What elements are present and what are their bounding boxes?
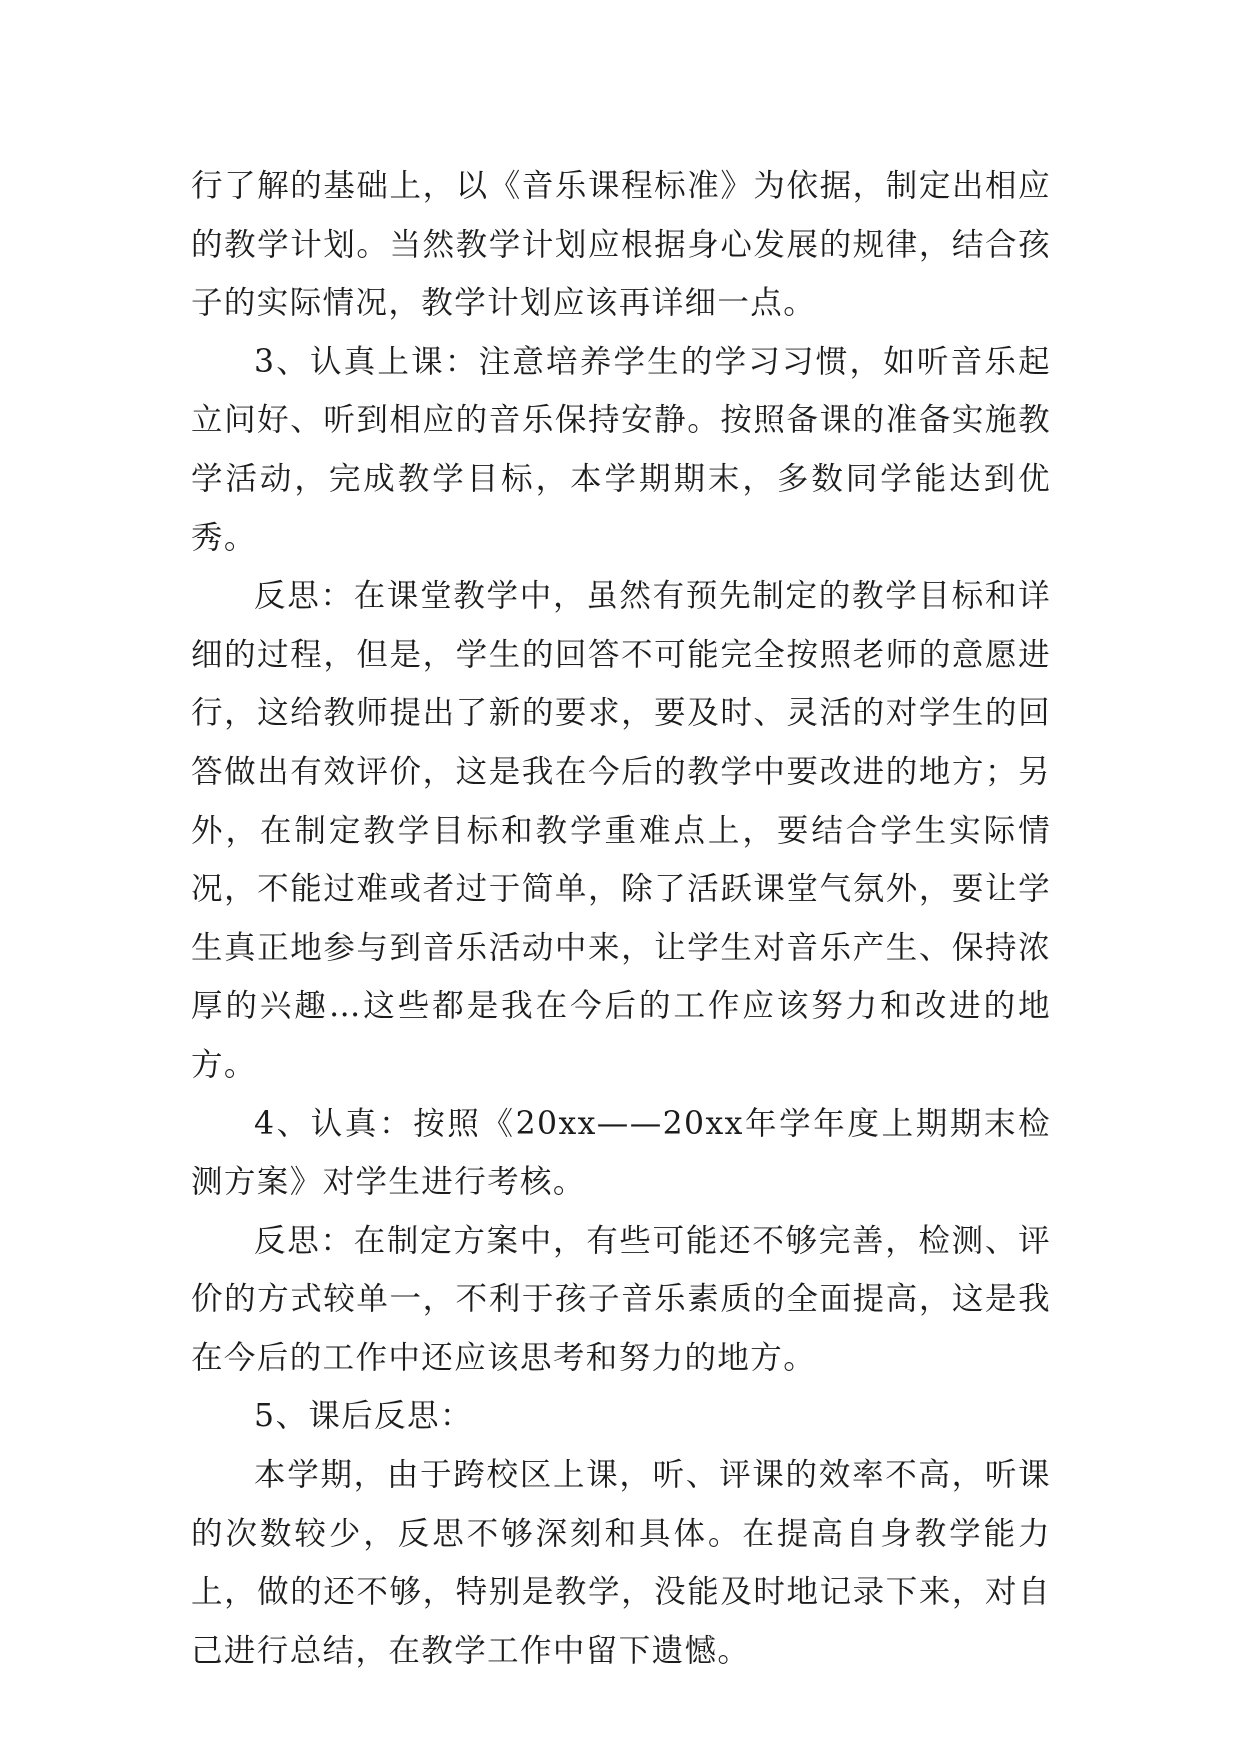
paragraph-reflection-2: 反思：在制定方案中，有些可能还不够完善，检测、评价的方式较单一，不利于孩子音乐素质的全面提高，这是我在今后的工作中还应该思考和努力的地方。 xyxy=(191,1222,1051,1376)
paragraph-item-5: 5、课后反思： xyxy=(254,1398,473,1435)
paragraph-item-3: 3、认真上课：注意培养学生的学习习惯，如听音乐起立问好、听到相应的音乐保持安静。按照备课的准备实施教学活动，完成教学目标，本学期期末，多数同学能达到优秀。 xyxy=(191,343,1051,556)
paragraph-continuation: 行了解的基础上，以《音乐课程标准》为依据，制定出相应的教学计划。当然教学计划应根据身心发展的规律，结合孩子的实际情况，教学计划应该再详细一点。 xyxy=(191,168,1051,322)
paragraph-item-4: 4、认真：按照《20xx——20xx年学年度上期期末检测方案》对学生进行考核。 xyxy=(191,1105,1051,1201)
paragraph-final: 本学期，由于跨校区上课，听、评课的效率不高，听课的次数较少，反思不够深刻和具体。在提高自身教学能力上，做的还不够，特别是教学，没能及时地记录下来，对自己进行总结，在教学工作中留下遗憾。 xyxy=(191,1457,1051,1669)
document-body xyxy=(191,157,1051,1680)
paragraph-reflection-1: 反思：在课堂教学中，虽然有预先制定的教学目标和详细的过程，但是，学生的回答不可能完全按照老师的意愿进行，这给教师提出了新的要求，要及时、灵活的对学生的回答做出有效评价，这是我在今后的教学中要改进的地方；另外，在制定教学目标和教学重难点上，要结合学生实际情况，不能过难或者过于简单，除了活跃课堂气氛外，要让学生真正地参与到音乐活动中来，让学生对音乐产生、保持浓厚的兴趣…这些都是我在今后的工作应该努力和改进的地方。 xyxy=(191,578,1051,1083)
